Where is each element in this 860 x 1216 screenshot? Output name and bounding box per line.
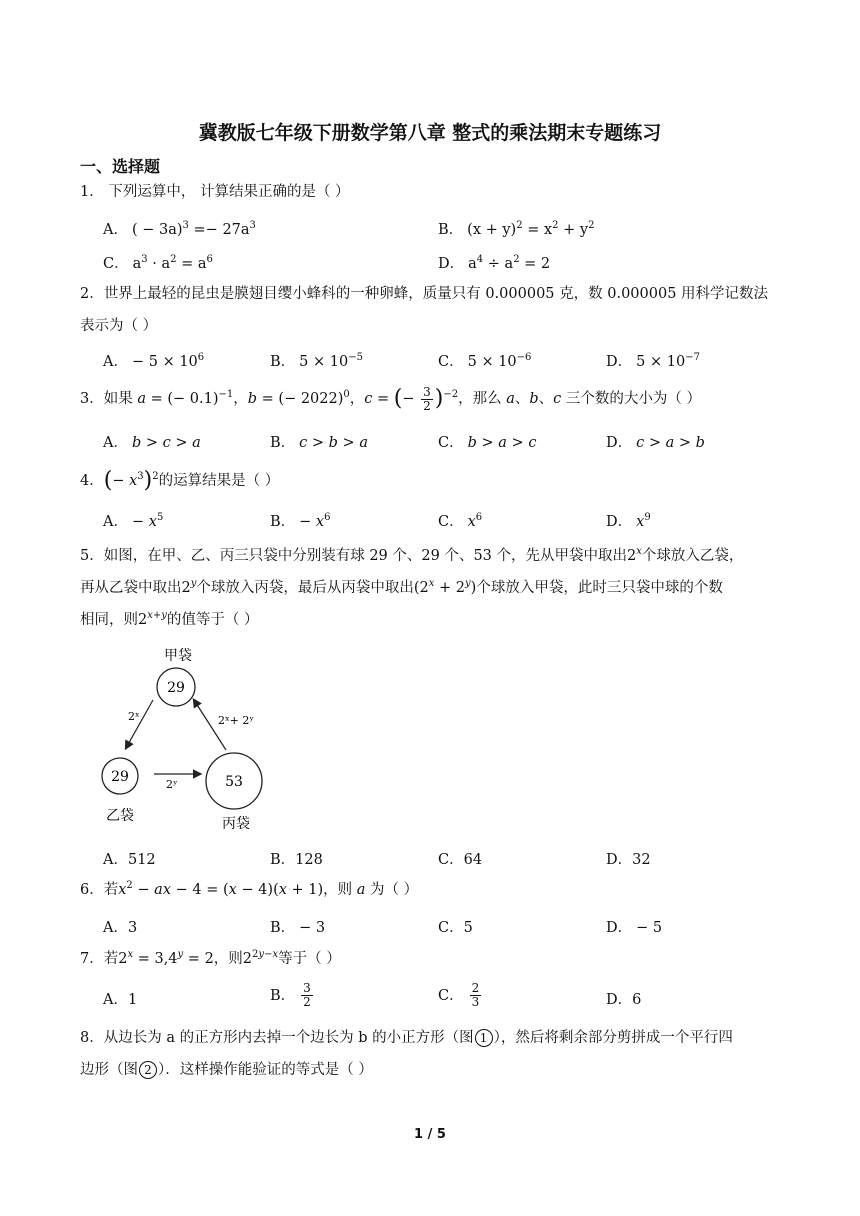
figure-1-marker: 1: [475, 1029, 493, 1047]
question-1-stem: 1． 下列运算中， 计算结果正确的是（ ）: [80, 184, 350, 200]
question-5-option-a: A．512: [103, 852, 156, 868]
question-3-option-a: A． b > c > a: [103, 435, 201, 451]
bags-diagram: [90, 640, 290, 840]
bag-bing-label: 丙袋: [222, 816, 250, 832]
question-3-option-d: D． c > a > b: [606, 435, 705, 451]
arrow-jia-to-yi-label: 2ˣ: [128, 710, 140, 723]
question-5-option-d: D．32: [606, 852, 651, 868]
question-2-option-a: A． − $5 \times 10^6$: [103, 352, 205, 370]
bag-yi-count: 29: [111, 769, 129, 785]
question-7: 7．若$2^x = 3,4^y = 2$，则$2^{2y-x}$等于（ ）: [80, 949, 341, 967]
question-4-option-c: C． $x^6$: [438, 512, 483, 530]
question-6-option-d: D． − 5: [606, 920, 663, 936]
question-2-stem: 2．世界上最轻的昆虫是膜翅目缨小蜂科的一种卵蜂，质量只有 0.000005 克，数 0.000005 用科学记数法表示为（ ）: [80, 286, 769, 334]
question-1-option-b: B． $(x + y)^2 = x^2 + y^2$: [438, 220, 595, 238]
question-1: [80, 176, 780, 208]
question-6-option-b: B． − 3: [270, 920, 326, 936]
question-3-option-b: B． c > b > a: [270, 435, 368, 451]
question-4-option-d: D． $x^9$: [606, 512, 651, 530]
question-8: 8．从边长为 a 的正方形内去掉一个边长为 b 的小正方形（图 1 ），然后将剩余部分剪拼成一个平行四 边形（图 2 ）．这样操作能验证的等式是（ ）: [80, 1030, 733, 1078]
question-1-option-d: D． $a^4 \div a^2 = 2$: [438, 254, 551, 272]
question-2: [80, 278, 780, 342]
question-7-option-c: C． $\frac{2}{3}$: [438, 981, 480, 1009]
question-1-option-c: C． $a^3 \cdot a^2 = a^6$: [103, 254, 213, 272]
arrow-bing-to-jia-label: 2ˣ+ 2ʸ: [218, 714, 255, 727]
question-1-option-a: A． ( − $3a)^3 =- 27a^3$: [103, 220, 256, 238]
question-7-option-b: B． $\frac{3}{2}$: [270, 981, 311, 1009]
question-6-option-c: C．5: [438, 920, 473, 936]
question-5-option-c: C．64: [438, 852, 483, 868]
bag-jia-label: 甲袋: [164, 648, 192, 664]
question-4: 4．(− $x^3)^2$的运算结果是（ ）: [80, 468, 280, 493]
bag-jia-count: 29: [167, 680, 185, 696]
question-5: 5．如图，在甲、乙、丙三只袋中分别装有球 29 个、29 个、53 个，先从甲袋中取出2$^x$个球放入乙袋， 再从乙袋中取出2$^y$个球放入丙袋，最后从丙袋中取出$(2^x + 2^y)$个球放入甲袋，此时三只袋中球的个数 相同，则$2^{x+y}$的值等于（ ）: [80, 546, 744, 628]
question-5-option-b: B．128: [270, 852, 323, 868]
question-3-option-c: C． b > a > c: [438, 435, 537, 451]
question-4-option-b: B． − $x^6$: [270, 512, 331, 530]
question-6-option-a: A．3: [103, 920, 138, 936]
question-6: 6．若$x^2$ − ax − 4 = (x − 4)(x + 1)，则 a 为（ ）: [80, 880, 419, 898]
figure-2-marker: 2: [139, 1061, 157, 1079]
bag-yi-label: 乙袋: [106, 808, 134, 824]
question-2-option-d: D． $5 \times 10^{-7}$: [606, 352, 700, 370]
arrow-jia-to-yi: [126, 700, 153, 748]
question-3: 3．如果 a = (− 0.1)$^{-1}$，b = (− 2022)$^0$，c = (− $\frac{3}{2}$ )$^{-2}$，那么 a、b、c 三个数的大小为（ ）: [80, 384, 702, 413]
document-title: 冀教版七年级下册数学第八章 整式的乘法期末专题练习: [198, 122, 662, 144]
question-2-option-c: C． $5 \times 10^{-6}$: [438, 352, 532, 370]
arrow-yi-to-bing-label: 2ʸ: [166, 778, 178, 791]
section-heading: 一、选择题: [80, 157, 161, 176]
question-7-option-a: A．1: [103, 992, 138, 1008]
page-number: 1 / 5: [414, 1127, 446, 1142]
question-4-option-a: A． − $x^5$: [103, 512, 164, 530]
bag-bing-count: 53: [225, 774, 243, 790]
question-2-option-b: B． $5 \times 10^{-5}$: [270, 352, 363, 370]
question-7-option-d: D．6: [606, 992, 642, 1008]
